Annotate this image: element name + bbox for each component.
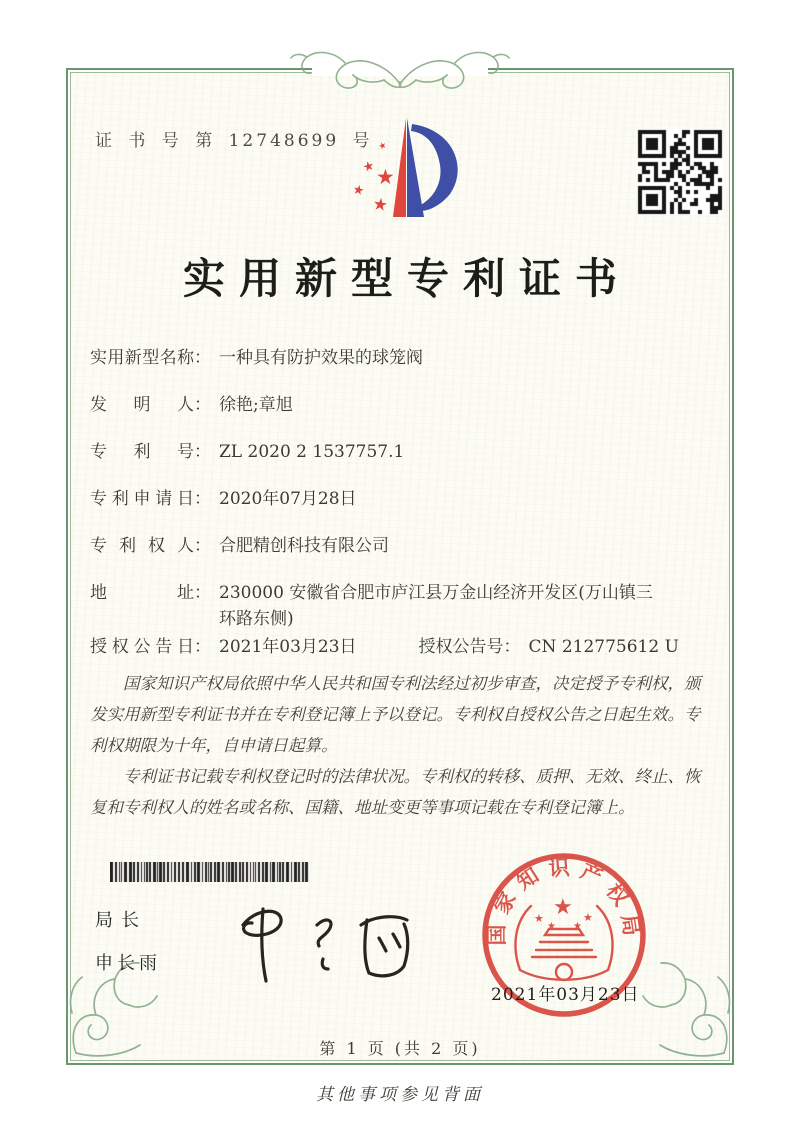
barcode bbox=[110, 862, 310, 882]
field-label: 授权公告号 bbox=[418, 637, 504, 657]
field-value: 合肥精创科技有限公司 bbox=[219, 536, 389, 556]
svg-text:★: ★ bbox=[583, 911, 593, 924]
field-value: 徐艳;章旭 bbox=[219, 395, 293, 415]
field-label: 专利号 bbox=[90, 442, 194, 462]
field-value: ZL 2020 2 1537757.1 bbox=[219, 442, 405, 462]
svg-text:★: ★ bbox=[361, 158, 377, 176]
field-row-address bbox=[90, 580, 712, 632]
field-row-patent-number bbox=[90, 439, 712, 465]
page-indicator: 第 1 页 (共 2 页) bbox=[319, 1039, 481, 1058]
field-row-name bbox=[90, 345, 712, 371]
body-paragraph-2: 专利证书记载专利权登记时的法律状况。专利权的转移、质押、无效、终止、恢复和专利权人的姓名或名称、国籍、地址变更等事项记载在专利登记簿上。 bbox=[90, 767, 701, 817]
svg-text:★: ★ bbox=[376, 165, 395, 189]
field-colon: ： bbox=[194, 442, 211, 462]
svg-text:★: ★ bbox=[377, 140, 389, 153]
field-list bbox=[90, 345, 712, 660]
director-name: 申长雨 bbox=[95, 953, 161, 974]
body-paragraph-1: 国家知识产权局依照中华人民共和国专利法经过初步审查，决定授予专利权，颁发实用新型专利证书并在专利登记簿上予以登记。专利权自授权公告之日起生效。专利权期限为十年，自申请日起算。 bbox=[90, 674, 701, 755]
svg-text:★: ★ bbox=[534, 912, 544, 925]
field-label: 发明人 bbox=[90, 395, 194, 415]
field-value: 2020年07月28日 bbox=[219, 489, 357, 509]
field-row-inventor bbox=[90, 392, 712, 418]
field-colon: ： bbox=[194, 395, 211, 415]
field-colon: ： bbox=[503, 637, 521, 657]
director-signature bbox=[225, 893, 420, 993]
field-row-patentee bbox=[90, 533, 712, 559]
svg-text:★: ★ bbox=[371, 194, 390, 217]
svg-text:★: ★ bbox=[573, 921, 582, 932]
seal-ring-text: 国家知识产权局 bbox=[483, 854, 645, 946]
field-value: 230000 安徽省合肥市庐江县万金山经济开发区(万山镇三环路东侧) bbox=[219, 583, 653, 629]
legal-text bbox=[90, 668, 710, 823]
field-colon: ： bbox=[194, 583, 211, 603]
director-title: 局长 bbox=[95, 910, 147, 931]
certificate-title: 实用新型专利证书 bbox=[182, 254, 631, 303]
cnipa-logo-icon bbox=[336, 110, 488, 234]
svg-text:★: ★ bbox=[547, 921, 556, 932]
svg-text:★: ★ bbox=[351, 182, 366, 200]
field-label: 地址 bbox=[90, 583, 194, 603]
seal-date: 2021年03月23日 bbox=[491, 985, 640, 1005]
grant-date-value: 2021年03月23日 bbox=[219, 637, 357, 657]
field-label: 专利申请日 bbox=[90, 489, 194, 509]
field-label: 授权公告日 bbox=[90, 637, 194, 657]
field-value: 一种具有防护效果的球笼阀 bbox=[219, 348, 423, 368]
field-colon: ： bbox=[194, 637, 211, 657]
qr-code bbox=[637, 129, 723, 215]
director-block bbox=[95, 906, 161, 975]
certificate-number: 证 书 号 第 12748699 号 bbox=[95, 131, 373, 151]
field-colon: ： bbox=[194, 536, 211, 556]
field-label: 专利权人 bbox=[90, 536, 194, 556]
field-row-grant bbox=[90, 634, 712, 660]
svg-text:★: ★ bbox=[553, 895, 573, 920]
field-colon: ： bbox=[194, 489, 211, 509]
grant-number-value: CN 212775612 U bbox=[528, 637, 679, 657]
field-label: 实用新型名称 bbox=[90, 348, 194, 368]
field-colon: ： bbox=[194, 348, 211, 368]
top-ornament bbox=[290, 44, 510, 106]
field-row-filing-date bbox=[90, 486, 712, 512]
back-note: 其他事项参见背面 bbox=[316, 1085, 484, 1105]
